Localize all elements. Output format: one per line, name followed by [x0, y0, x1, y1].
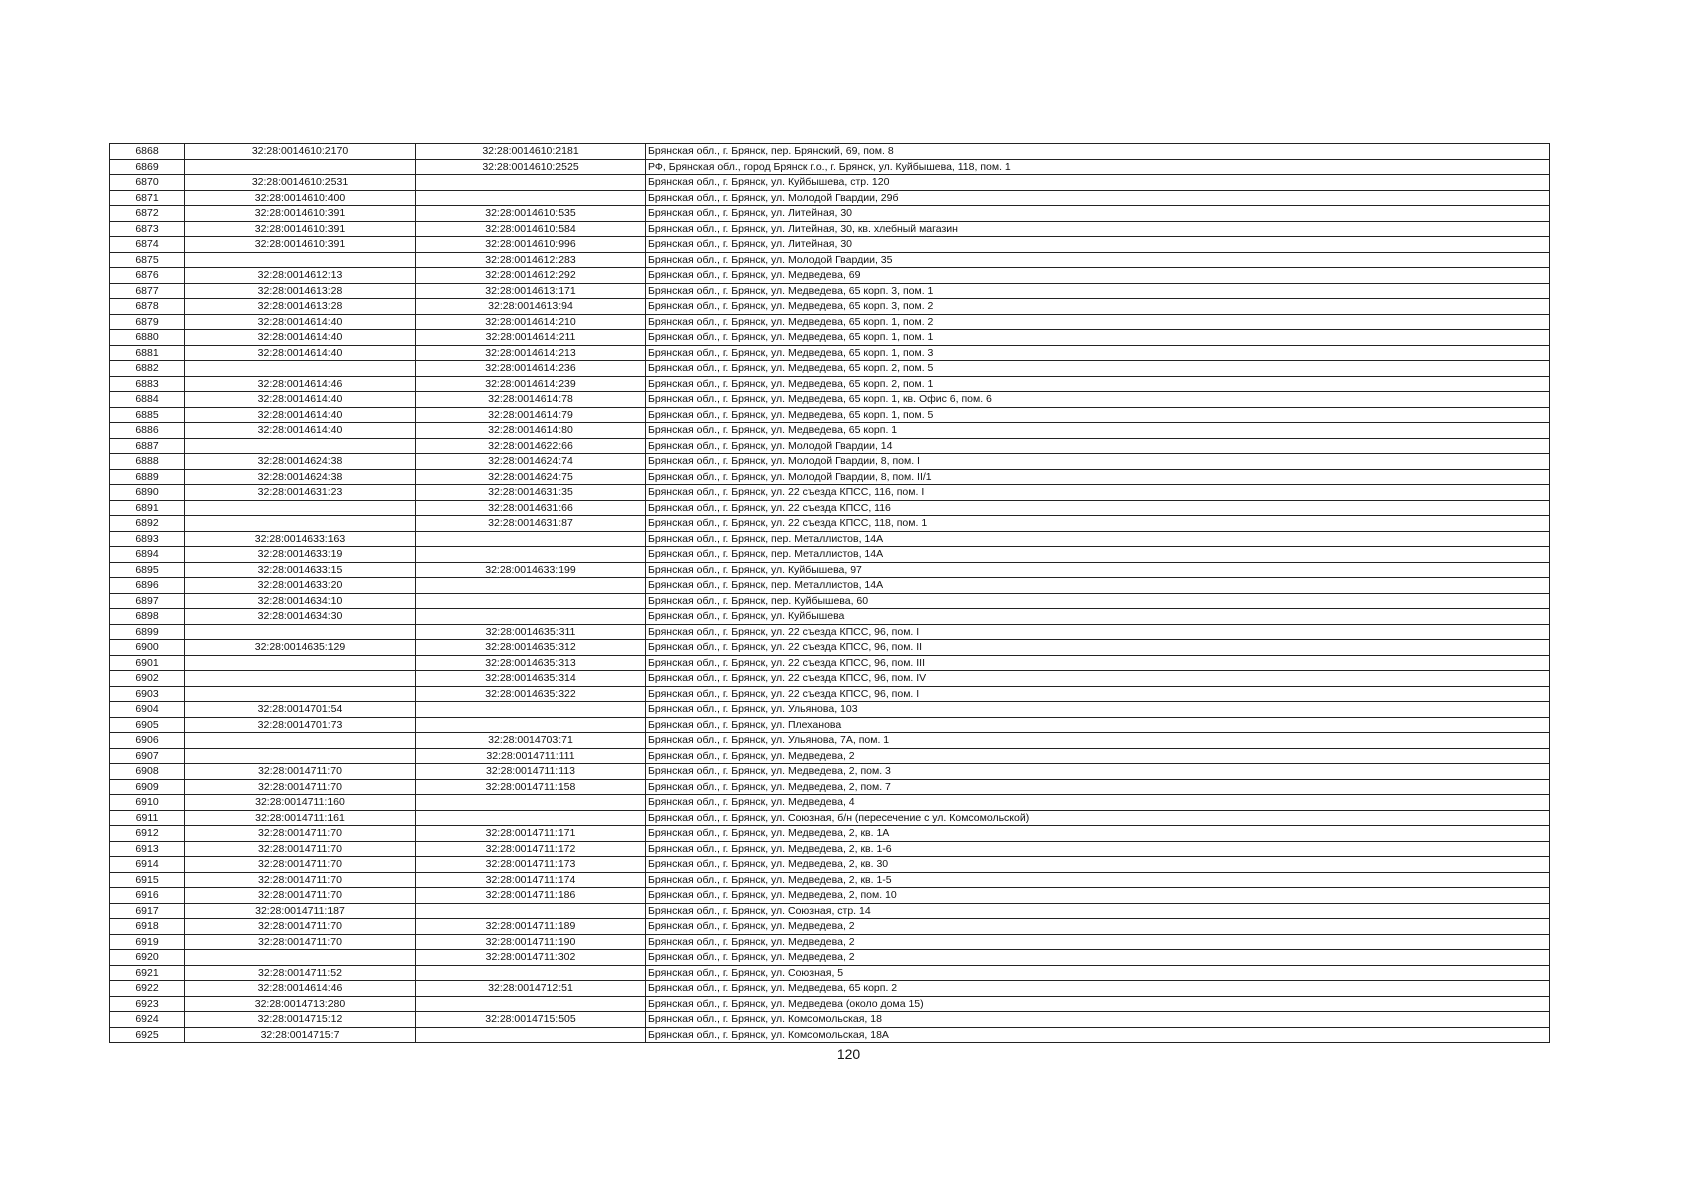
address-cell: Брянская обл., г. Брянск, ул. Ульянова, 7А, пом. 1: [646, 733, 1550, 749]
land-plot-number-cell: 32:28:0014614:40: [185, 423, 416, 439]
address-cell: Брянская обл., г. Брянск, ул. 22 съезда КПСС, 116, пом. I: [646, 485, 1550, 501]
land-plot-number-cell: 32:28:0014711:161: [185, 810, 416, 826]
object-number-cell: 32:28:0014614:80: [416, 423, 646, 439]
address-cell: Брянская обл., г. Брянск, ул. Союзная, 5: [646, 965, 1550, 981]
address-cell: Брянская обл., г. Брянск, ул. Медведева, 2, кв. 1-5: [646, 872, 1550, 888]
table-row: [110, 144, 1550, 160]
object-number-cell: 32:28:0014610:535: [416, 206, 646, 222]
address-cell: Брянская обл., г. Брянск, ул. 22 съезда КПСС, 96, пом. IV: [646, 671, 1550, 687]
address-cell: Брянская обл., г. Брянск, ул. Союзная, стр. 14: [646, 903, 1550, 919]
table-row: [110, 965, 1550, 981]
table-row: [110, 454, 1550, 470]
row-number-cell: 6870: [110, 175, 185, 191]
land-plot-number-cell: 32:28:0014610:2531: [185, 175, 416, 191]
object-number-cell: 32:28:0014633:199: [416, 562, 646, 578]
land-plot-number-cell: 32:28:0014701:54: [185, 702, 416, 718]
address-cell: Брянская обл., г. Брянск, ул. Медведева (около дома 15): [646, 996, 1550, 1012]
address-cell: Брянская обл., г. Брянск, ул. Союзная, б/н (пересечение с ул. Комсомольской): [646, 810, 1550, 826]
object-number-cell: 32:28:0014635:314: [416, 671, 646, 687]
address-cell: Брянская обл., г. Брянск, ул. Куйбышева: [646, 609, 1550, 625]
row-number-cell: 6912: [110, 826, 185, 842]
table-row: [110, 841, 1550, 857]
table-row: [110, 981, 1550, 997]
land-plot-number-cell: 32:28:0014614:46: [185, 981, 416, 997]
table-row: [110, 516, 1550, 532]
object-number-cell: 32:28:0014613:171: [416, 283, 646, 299]
land-plot-number-cell: 32:28:0014711:70: [185, 841, 416, 857]
table-row: [110, 702, 1550, 718]
address-cell: Брянская обл., г. Брянск, ул. Молодой Гвардии, 29б: [646, 190, 1550, 206]
object-number-cell: 32:28:0014711:302: [416, 950, 646, 966]
object-number-cell: [416, 547, 646, 563]
row-number-cell: 6903: [110, 686, 185, 702]
object-number-cell: [416, 795, 646, 811]
land-plot-number-cell: 32:28:0014711:52: [185, 965, 416, 981]
row-number-cell: 6892: [110, 516, 185, 532]
land-plot-number-cell: [185, 686, 416, 702]
land-plot-number-cell: [185, 748, 416, 764]
object-number-cell: 32:28:0014711:189: [416, 919, 646, 935]
row-number-cell: 6880: [110, 330, 185, 346]
row-number-cell: 6884: [110, 392, 185, 408]
object-number-cell: 32:28:0014613:94: [416, 299, 646, 315]
object-number-cell: 32:28:0014610:2525: [416, 159, 646, 175]
land-plot-number-cell: 32:28:0014613:28: [185, 299, 416, 315]
table-row: [110, 748, 1550, 764]
object-number-cell: 32:28:0014612:292: [416, 268, 646, 284]
row-number-cell: 6924: [110, 1012, 185, 1028]
table-row: [110, 237, 1550, 253]
object-number-cell: [416, 609, 646, 625]
cadastral-table: [109, 143, 1550, 1043]
object-number-cell: 32:28:0014711:111: [416, 748, 646, 764]
table-row: [110, 578, 1550, 594]
row-number-cell: 6891: [110, 500, 185, 516]
object-number-cell: 32:28:0014711:113: [416, 764, 646, 780]
object-number-cell: 32:28:0014711:174: [416, 872, 646, 888]
land-plot-number-cell: 32:28:0014634:30: [185, 609, 416, 625]
address-cell: Брянская обл., г. Брянск, ул. Медведева, 65 корп. 3, пом. 1: [646, 283, 1550, 299]
object-number-cell: 32:28:0014703:71: [416, 733, 646, 749]
object-number-cell: 32:28:0014635:311: [416, 624, 646, 640]
address-cell: Брянская обл., г. Брянск, ул. Литейная, 30, кв. хлебный магазин: [646, 221, 1550, 237]
address-cell: Брянская обл., г. Брянск, ул. Плеханова: [646, 717, 1550, 733]
address-cell: Брянская обл., г. Брянск, ул. Медведева, 2, пом. 10: [646, 888, 1550, 904]
land-plot-number-cell: 32:28:0014631:23: [185, 485, 416, 501]
row-number-cell: 6900: [110, 640, 185, 656]
row-number-cell: 6872: [110, 206, 185, 222]
table-row: [110, 531, 1550, 547]
object-number-cell: 32:28:0014624:75: [416, 469, 646, 485]
land-plot-number-cell: 32:28:0014624:38: [185, 469, 416, 485]
address-cell: Брянская обл., г. Брянск, ул. Медведева, 65 корп. 1, пом. 5: [646, 407, 1550, 423]
row-number-cell: 6910: [110, 795, 185, 811]
table-row: [110, 950, 1550, 966]
land-plot-number-cell: 32:28:0014635:129: [185, 640, 416, 656]
land-plot-number-cell: 32:28:0014610:391: [185, 221, 416, 237]
address-cell: Брянская обл., г. Брянск, ул. 22 съезда КПСС, 116: [646, 500, 1550, 516]
address-cell: Брянская обл., г. Брянск, ул. Молодой Гвардии, 8, пом. I: [646, 454, 1550, 470]
table-row: [110, 826, 1550, 842]
table-row: [110, 221, 1550, 237]
address-cell: Брянская обл., г. Брянск, ул. Медведева, 65 корп. 1, пом. 3: [646, 345, 1550, 361]
row-number-cell: 6895: [110, 562, 185, 578]
row-number-cell: 6916: [110, 888, 185, 904]
table-row: [110, 903, 1550, 919]
land-plot-number-cell: 32:28:0014614:40: [185, 392, 416, 408]
object-number-cell: 32:28:0014635:313: [416, 655, 646, 671]
row-number-cell: 6879: [110, 314, 185, 330]
row-number-cell: 6898: [110, 609, 185, 625]
row-number-cell: 6868: [110, 144, 185, 160]
address-cell: Брянская обл., г. Брянск, пер. Металлистов, 14А: [646, 547, 1550, 563]
land-plot-number-cell: 32:28:0014711:160: [185, 795, 416, 811]
object-number-cell: 32:28:0014631:35: [416, 485, 646, 501]
table-row: [110, 159, 1550, 175]
table-row: [110, 624, 1550, 640]
table-row: [110, 485, 1550, 501]
land-plot-number-cell: [185, 624, 416, 640]
table-row: [110, 764, 1550, 780]
row-number-cell: 6901: [110, 655, 185, 671]
table-row: [110, 361, 1550, 377]
land-plot-number-cell: 32:28:0014711:70: [185, 934, 416, 950]
row-number-cell: 6908: [110, 764, 185, 780]
table-row: [110, 810, 1550, 826]
address-cell: Брянская обл., г. Брянск, ул. 22 съезда КПСС, 96, пом. I: [646, 686, 1550, 702]
row-number-cell: 6885: [110, 407, 185, 423]
row-number-cell: 6869: [110, 159, 185, 175]
table-row: [110, 392, 1550, 408]
row-number-cell: 6904: [110, 702, 185, 718]
land-plot-number-cell: [185, 252, 416, 268]
address-cell: Брянская обл., г. Брянск, ул. Медведева, 65 корп. 3, пом. 2: [646, 299, 1550, 315]
address-cell: Брянская обл., г. Брянск, ул. 22 съезда КПСС, 118, пом. 1: [646, 516, 1550, 532]
page-number: 120: [836, 1046, 861, 1062]
table-row: [110, 438, 1550, 454]
object-number-cell: 32:28:0014610:996: [416, 237, 646, 253]
table-row: [110, 934, 1550, 950]
row-number-cell: 6913: [110, 841, 185, 857]
object-number-cell: 32:28:0014635:312: [416, 640, 646, 656]
address-cell: Брянская обл., г. Брянск, пер. Металлистов, 14А: [646, 531, 1550, 547]
table-row: [110, 857, 1550, 873]
row-number-cell: 6876: [110, 268, 185, 284]
land-plot-number-cell: 32:28:0014711:70: [185, 764, 416, 780]
table-row: [110, 593, 1550, 609]
land-plot-number-cell: 32:28:0014633:19: [185, 547, 416, 563]
row-number-cell: 6888: [110, 454, 185, 470]
row-number-cell: 6909: [110, 779, 185, 795]
land-plot-number-cell: 32:28:0014610:391: [185, 206, 416, 222]
address-cell: Брянская обл., г. Брянск, ул. Медведева, 2: [646, 748, 1550, 764]
object-number-cell: 32:28:0014711:186: [416, 888, 646, 904]
object-number-cell: [416, 175, 646, 191]
address-cell: РФ, Брянская обл., город Брянск г.о., г. Брянск, ул. Куйбышева, 118, пом. 1: [646, 159, 1550, 175]
table-row: [110, 562, 1550, 578]
object-number-cell: [416, 717, 646, 733]
table-row: [110, 872, 1550, 888]
table-body: [110, 144, 1550, 1043]
address-cell: Брянская обл., г. Брянск, ул. Медведева, 4: [646, 795, 1550, 811]
table-row: [110, 655, 1550, 671]
row-number-cell: 6899: [110, 624, 185, 640]
object-number-cell: [416, 810, 646, 826]
land-plot-number-cell: 32:28:0014711:187: [185, 903, 416, 919]
land-plot-number-cell: 32:28:0014633:15: [185, 562, 416, 578]
table-row: [110, 996, 1550, 1012]
address-cell: Брянская обл., г. Брянск, ул. Медведева, 65 корп. 1, кв. Офис 6, пом. 6: [646, 392, 1550, 408]
object-number-cell: [416, 578, 646, 594]
table-row: [110, 888, 1550, 904]
row-number-cell: 6881: [110, 345, 185, 361]
land-plot-number-cell: 32:28:0014614:40: [185, 314, 416, 330]
address-cell: Брянская обл., г. Брянск, ул. Медведева, 69: [646, 268, 1550, 284]
table-row: [110, 190, 1550, 206]
land-plot-number-cell: 32:28:0014711:70: [185, 779, 416, 795]
table-row: [110, 314, 1550, 330]
address-cell: Брянская обл., г. Брянск, ул. Куйбышева, стр. 120: [646, 175, 1550, 191]
land-plot-number-cell: 32:28:0014715:12: [185, 1012, 416, 1028]
row-number-cell: 6883: [110, 376, 185, 392]
object-number-cell: 32:28:0014612:283: [416, 252, 646, 268]
object-number-cell: 32:28:0014624:74: [416, 454, 646, 470]
address-cell: Брянская обл., г. Брянск, пер. Металлистов, 14А: [646, 578, 1550, 594]
row-number-cell: 6897: [110, 593, 185, 609]
row-number-cell: 6896: [110, 578, 185, 594]
address-cell: Брянская обл., г. Брянск, ул. Комсомольская, 18: [646, 1012, 1550, 1028]
object-number-cell: 32:28:0014610:584: [416, 221, 646, 237]
object-number-cell: 32:28:0014631:66: [416, 500, 646, 516]
row-number-cell: 6873: [110, 221, 185, 237]
row-number-cell: 6921: [110, 965, 185, 981]
land-plot-number-cell: 32:28:0014614:40: [185, 407, 416, 423]
address-cell: Брянская обл., г. Брянск, ул. Медведева, 2, кв. 1А: [646, 826, 1550, 842]
row-number-cell: 6911: [110, 810, 185, 826]
address-cell: Брянская обл., г. Брянск, ул. Медведева, 2, кв. 30: [646, 857, 1550, 873]
object-number-cell: 32:28:0014614:78: [416, 392, 646, 408]
row-number-cell: 6902: [110, 671, 185, 687]
row-number-cell: 6871: [110, 190, 185, 206]
address-cell: Брянская обл., г. Брянск, ул. Молодой Гвардии, 8, пом. II/1: [646, 469, 1550, 485]
table-row: [110, 717, 1550, 733]
table-row: [110, 175, 1550, 191]
object-number-cell: [416, 996, 646, 1012]
table-row: [110, 330, 1550, 346]
object-number-cell: [416, 190, 646, 206]
row-number-cell: 6918: [110, 919, 185, 935]
address-cell: Брянская обл., г. Брянск, ул. Медведева, 65 корп. 2: [646, 981, 1550, 997]
address-cell: Брянская обл., г. Брянск, ул. Молодой Гвардии, 35: [646, 252, 1550, 268]
address-cell: Брянская обл., г. Брянск, ул. Медведева, 65 корп. 1, пом. 1: [646, 330, 1550, 346]
land-plot-number-cell: 32:28:0014711:70: [185, 826, 416, 842]
land-plot-number-cell: 32:28:0014614:40: [185, 330, 416, 346]
row-number-cell: 6914: [110, 857, 185, 873]
object-number-cell: [416, 593, 646, 609]
row-number-cell: 6875: [110, 252, 185, 268]
object-number-cell: 32:28:0014614:213: [416, 345, 646, 361]
land-plot-number-cell: 32:28:0014613:28: [185, 283, 416, 299]
table-row: [110, 500, 1550, 516]
address-cell: Брянская обл., г. Брянск, ул. Медведева, 65 корп. 2, пом. 5: [646, 361, 1550, 377]
row-number-cell: 6877: [110, 283, 185, 299]
address-cell: Брянская обл., г. Брянск, ул. Медведева, 65 корп. 2, пом. 1: [646, 376, 1550, 392]
table-row: [110, 1012, 1550, 1028]
object-number-cell: 32:28:0014631:87: [416, 516, 646, 532]
address-cell: Брянская обл., г. Брянск, ул. 22 съезда КПСС, 96, пом. II: [646, 640, 1550, 656]
row-number-cell: 6890: [110, 485, 185, 501]
table-row: [110, 407, 1550, 423]
object-number-cell: 32:28:0014712:51: [416, 981, 646, 997]
land-plot-number-cell: 32:28:0014633:163: [185, 531, 416, 547]
object-number-cell: 32:28:0014614:79: [416, 407, 646, 423]
object-number-cell: [416, 903, 646, 919]
table-row: [110, 345, 1550, 361]
object-number-cell: 32:28:0014614:236: [416, 361, 646, 377]
row-number-cell: 6923: [110, 996, 185, 1012]
land-plot-number-cell: [185, 159, 416, 175]
row-number-cell: 6905: [110, 717, 185, 733]
object-number-cell: 32:28:0014635:322: [416, 686, 646, 702]
row-number-cell: 6919: [110, 934, 185, 950]
land-plot-number-cell: [185, 671, 416, 687]
table-row: [110, 206, 1550, 222]
object-number-cell: 32:28:0014711:172: [416, 841, 646, 857]
land-plot-number-cell: [185, 438, 416, 454]
land-plot-number-cell: 32:28:0014612:13: [185, 268, 416, 284]
land-plot-number-cell: 32:28:0014610:400: [185, 190, 416, 206]
land-plot-number-cell: 32:28:0014711:70: [185, 919, 416, 935]
land-plot-number-cell: 32:28:0014610:2170: [185, 144, 416, 160]
address-cell: Брянская обл., г. Брянск, ул. Медведева, 2: [646, 934, 1550, 950]
table-row: [110, 547, 1550, 563]
object-number-cell: 32:28:0014614:239: [416, 376, 646, 392]
address-cell: Брянская обл., г. Брянск, ул. Медведева, 2, кв. 1-6: [646, 841, 1550, 857]
object-number-cell: 32:28:0014711:171: [416, 826, 646, 842]
land-plot-number-cell: 32:28:0014634:10: [185, 593, 416, 609]
table-row: [110, 919, 1550, 935]
table-row: [110, 686, 1550, 702]
object-number-cell: 32:28:0014711:173: [416, 857, 646, 873]
land-plot-number-cell: 32:28:0014614:40: [185, 345, 416, 361]
address-cell: Брянская обл., г. Брянск, пер. Куйбышева, 60: [646, 593, 1550, 609]
address-cell: Брянская обл., г. Брянск, ул. 22 съезда КПСС, 96, пом. I: [646, 624, 1550, 640]
object-number-cell: [416, 1027, 646, 1043]
land-plot-number-cell: 32:28:0014711:70: [185, 888, 416, 904]
row-number-cell: 6882: [110, 361, 185, 377]
address-cell: Брянская обл., г. Брянск, ул. Ульянова, 103: [646, 702, 1550, 718]
address-cell: Брянская обл., г. Брянск, ул. Медведева, 2: [646, 919, 1550, 935]
row-number-cell: 6894: [110, 547, 185, 563]
address-cell: Брянская обл., г. Брянск, ул. 22 съезда КПСС, 96, пом. III: [646, 655, 1550, 671]
land-plot-number-cell: [185, 733, 416, 749]
address-cell: Брянская обл., г. Брянск, ул. Литейная, 30: [646, 206, 1550, 222]
row-number-cell: 6907: [110, 748, 185, 764]
table-row: [110, 469, 1550, 485]
object-number-cell: 32:28:0014614:211: [416, 330, 646, 346]
address-cell: Брянская обл., г. Брянск, ул. Медведева, 65 корп. 1, пом. 2: [646, 314, 1550, 330]
address-cell: Брянская обл., г. Брянск, ул. Медведева, 2, пом. 7: [646, 779, 1550, 795]
table-row: [110, 795, 1550, 811]
land-plot-number-cell: [185, 361, 416, 377]
address-cell: Брянская обл., г. Брянск, ул. Комсомольская, 18А: [646, 1027, 1550, 1043]
row-number-cell: 6878: [110, 299, 185, 315]
object-number-cell: [416, 531, 646, 547]
row-number-cell: 6886: [110, 423, 185, 439]
land-plot-number-cell: 32:28:0014614:46: [185, 376, 416, 392]
land-plot-number-cell: 32:28:0014711:70: [185, 857, 416, 873]
row-number-cell: 6887: [110, 438, 185, 454]
land-plot-number-cell: 32:28:0014633:20: [185, 578, 416, 594]
object-number-cell: [416, 702, 646, 718]
land-plot-number-cell: 32:28:0014715:7: [185, 1027, 416, 1043]
object-number-cell: 32:28:0014715:505: [416, 1012, 646, 1028]
land-plot-number-cell: 32:28:0014711:70: [185, 872, 416, 888]
address-cell: Брянская обл., г. Брянск, ул. Куйбышева, 97: [646, 562, 1550, 578]
row-number-cell: 6925: [110, 1027, 185, 1043]
table-row: [110, 283, 1550, 299]
table-row: [110, 376, 1550, 392]
land-plot-number-cell: [185, 950, 416, 966]
row-number-cell: 6906: [110, 733, 185, 749]
row-number-cell: 6889: [110, 469, 185, 485]
table-row: [110, 609, 1550, 625]
object-number-cell: 32:28:0014614:210: [416, 314, 646, 330]
object-number-cell: 32:28:0014711:190: [416, 934, 646, 950]
row-number-cell: 6915: [110, 872, 185, 888]
object-number-cell: 32:28:0014711:158: [416, 779, 646, 795]
row-number-cell: 6922: [110, 981, 185, 997]
address-cell: Брянская обл., г. Брянск, ул. Медведева, 65 корп. 1: [646, 423, 1550, 439]
table-row: [110, 671, 1550, 687]
land-plot-number-cell: 32:28:0014624:38: [185, 454, 416, 470]
table-row: [110, 268, 1550, 284]
address-cell: Брянская обл., г. Брянск, ул. Медведева, 2: [646, 950, 1550, 966]
address-cell: Брянская обл., г. Брянск, ул. Литейная, 30: [646, 237, 1550, 253]
table-row: [110, 733, 1550, 749]
object-number-cell: 32:28:0014622:66: [416, 438, 646, 454]
land-plot-number-cell: 32:28:0014610:391: [185, 237, 416, 253]
table-row: [110, 423, 1550, 439]
table-row: [110, 1027, 1550, 1043]
table-row: [110, 640, 1550, 656]
row-number-cell: 6920: [110, 950, 185, 966]
object-number-cell: 32:28:0014610:2181: [416, 144, 646, 160]
address-cell: Брянская обл., г. Брянск, ул. Молодой Гвардии, 14: [646, 438, 1550, 454]
table-row: [110, 779, 1550, 795]
object-number-cell: [416, 965, 646, 981]
address-cell: Брянская обл., г. Брянск, пер. Брянский, 69, пом. 8: [646, 144, 1550, 160]
table-row: [110, 252, 1550, 268]
row-number-cell: 6874: [110, 237, 185, 253]
row-number-cell: 6893: [110, 531, 185, 547]
table-row: [110, 299, 1550, 315]
address-cell: Брянская обл., г. Брянск, ул. Медведева, 2, пом. 3: [646, 764, 1550, 780]
land-plot-number-cell: [185, 655, 416, 671]
land-plot-number-cell: [185, 500, 416, 516]
land-plot-number-cell: [185, 516, 416, 532]
row-number-cell: 6917: [110, 903, 185, 919]
land-plot-number-cell: 32:28:0014701:73: [185, 717, 416, 733]
land-plot-number-cell: 32:28:0014713:280: [185, 996, 416, 1012]
